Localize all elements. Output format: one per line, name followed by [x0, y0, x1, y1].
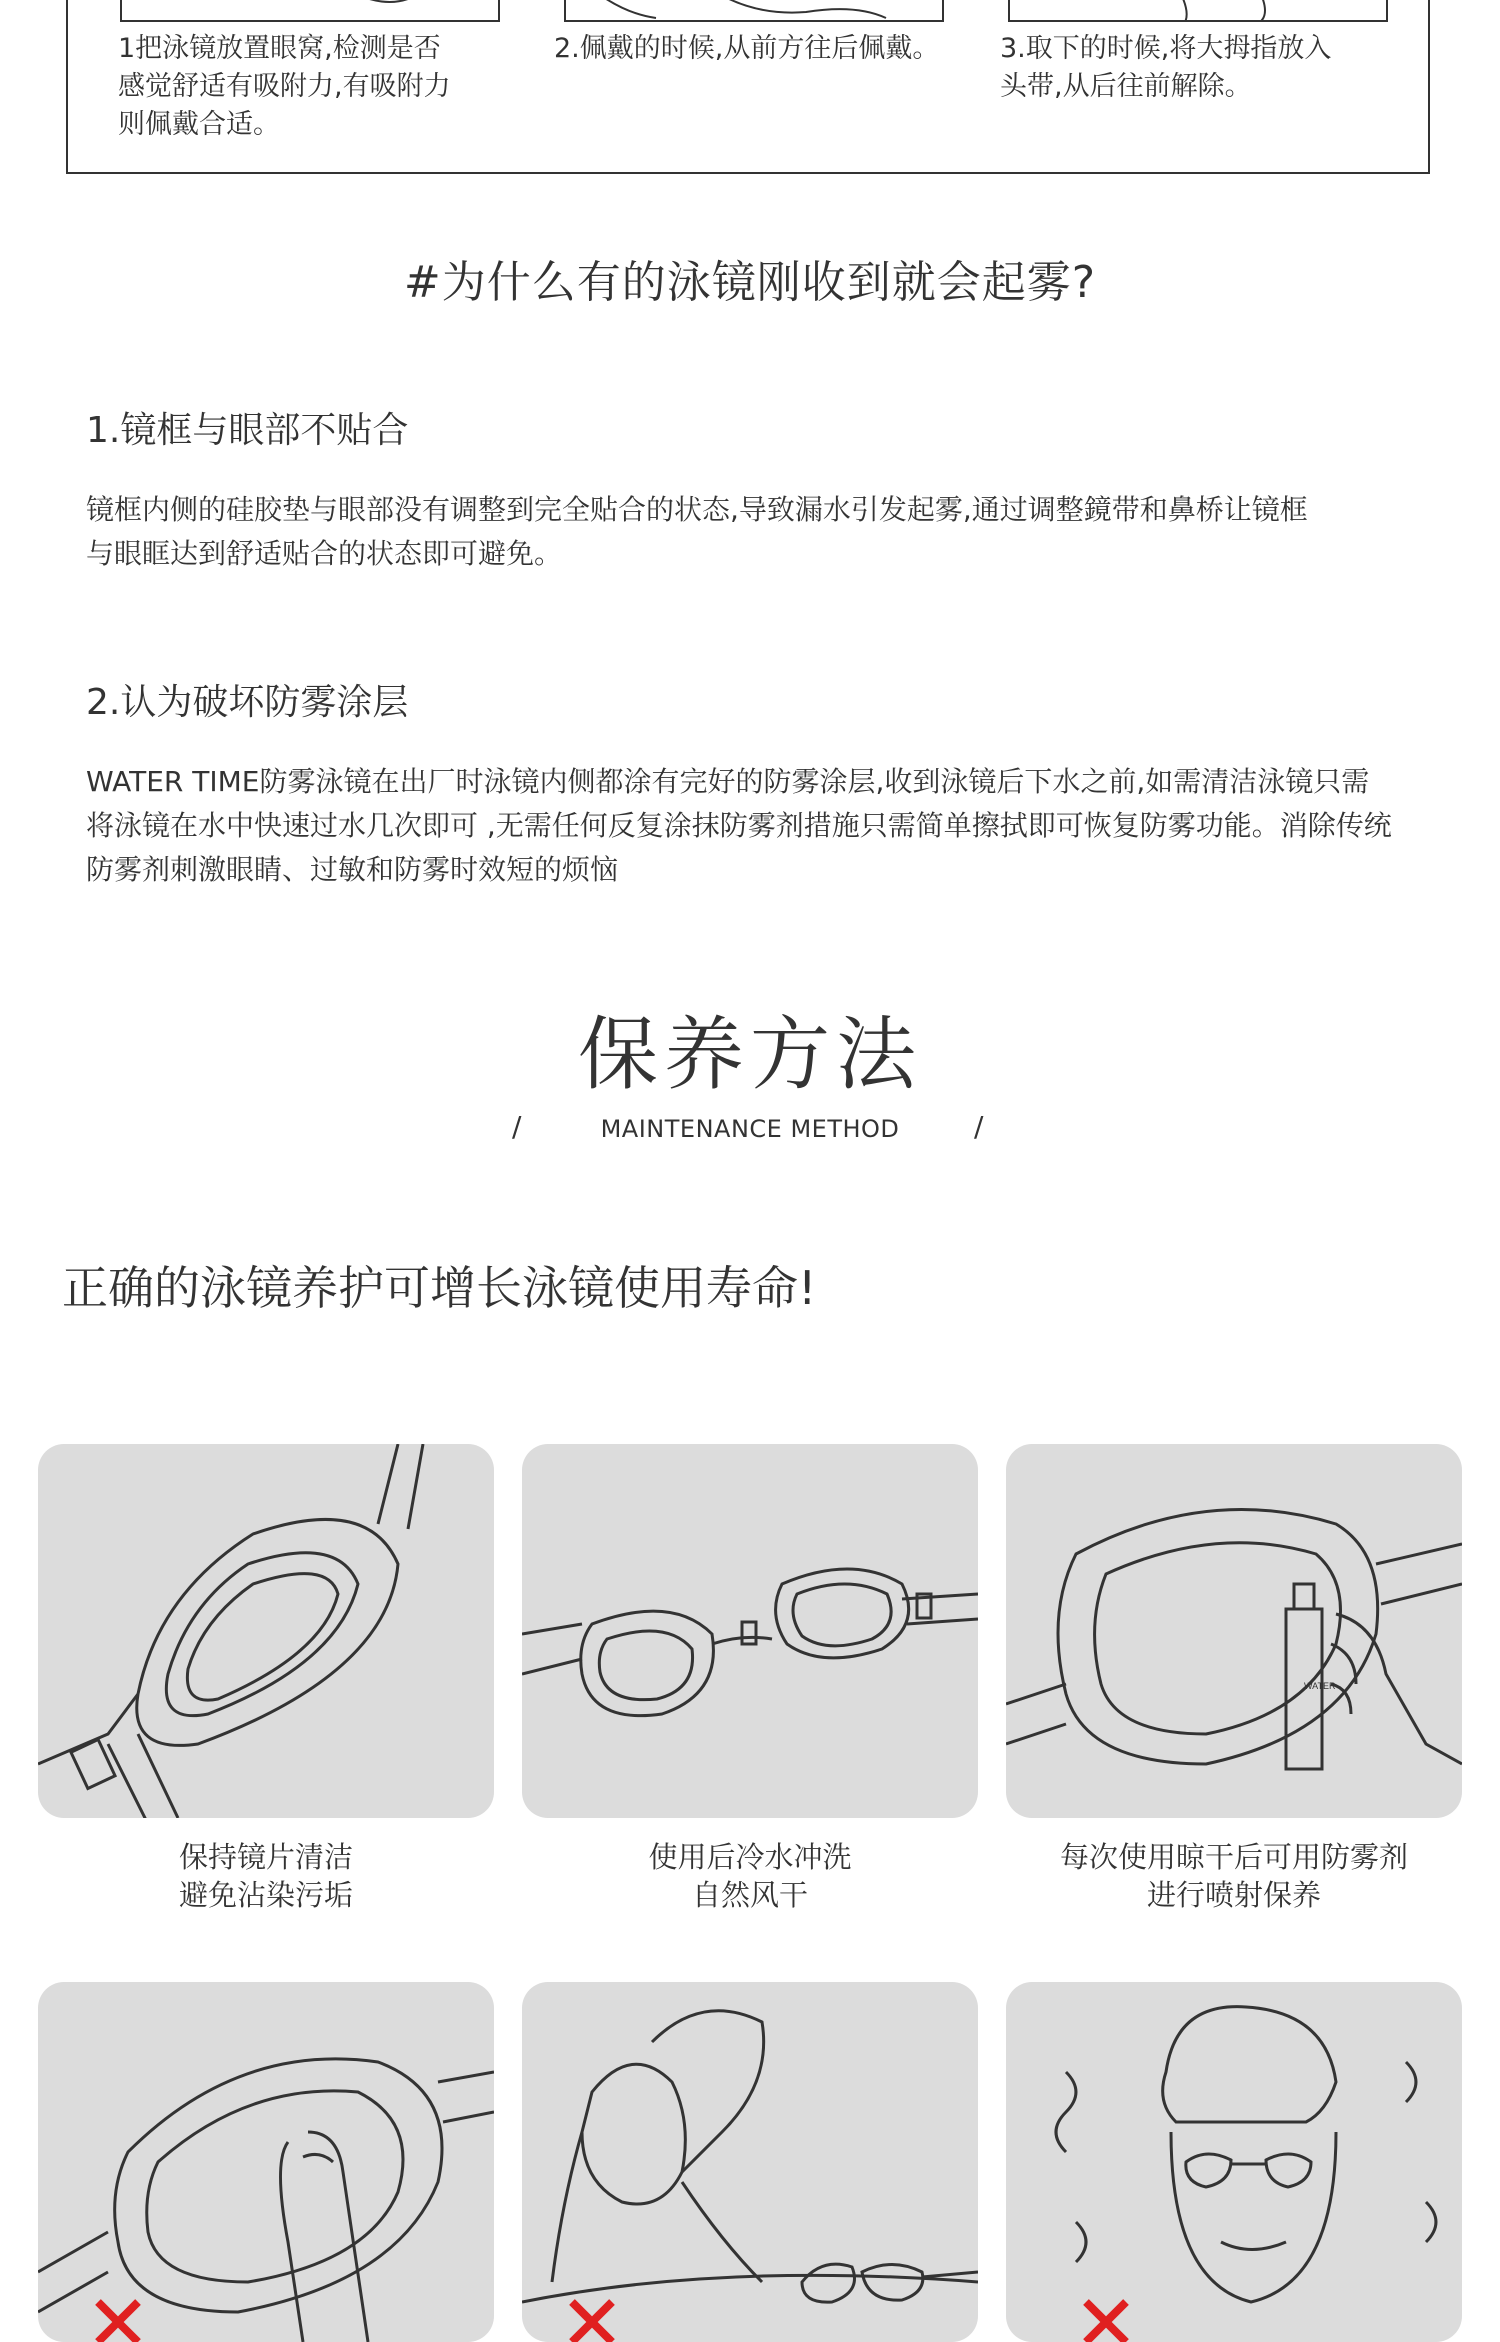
care-card-antifog-spray	[1006, 1444, 1462, 1818]
care-card-clean-lens	[38, 1444, 494, 1818]
caption-line: 进行喷射保养	[1146, 1878, 1321, 1912]
spray-label: WATER	[1304, 1681, 1336, 1691]
divider-slash-left: /	[512, 1110, 522, 1143]
wearing-illustration-3	[1008, 0, 1388, 22]
prohibited-cross-icon	[1086, 2302, 1126, 2342]
reason-2-paragraph	[86, 760, 1456, 892]
reason-2-heading: 2.认为破坏防雾涂层	[86, 682, 409, 723]
care-heading: 正确的泳镜养护可增长泳镜使用寿命!	[62, 1261, 817, 1315]
reason-1-paragraph	[86, 488, 1456, 576]
divider-slash-right: /	[974, 1110, 984, 1143]
care-caption-antifog-spray	[1006, 1838, 1462, 1914]
maintenance-subtitle: MAINTENANCE METHOD	[600, 1115, 900, 1143]
finger-touch-illustration	[38, 1982, 494, 2342]
caption-line: 使用后冷水冲洗	[648, 1840, 852, 1874]
reason-2-line: WATER TIME防雾泳镜在出厂时泳镜内侧都涂有完好的防雾涂层,收到泳镜后下水之前,如需清洁泳镜只需	[86, 765, 1370, 798]
caption-line: 避免沾染污垢	[178, 1878, 353, 1912]
wearing-step-3: 3.取下的时候,将大拇指放入 头带,从后往前解除。	[1000, 33, 1332, 102]
care-card-rinse	[522, 1444, 978, 1818]
sauna-illustration	[1006, 1982, 1462, 2342]
reason-2-line: 将泳镜在水中快速过水几次即可 ,无需任何反复涂抹防雾剂措施只需简单擦拭即可恢复防雾功能。消除传统	[86, 809, 1392, 842]
reason-2-line: 防雾剂刺激眼睛、过敏和防雾时效短的烦恼	[86, 853, 619, 886]
care-caption-clean-lens	[38, 1838, 494, 1914]
goggle-illustration	[38, 1444, 494, 1818]
wearing-instructions-box	[66, 0, 1430, 174]
care-card-no-sauna	[1006, 1982, 1462, 2342]
wearing-illustration-2	[564, 0, 944, 22]
fog-question-title: #为什么有的泳镜刚收到就会起雾?	[403, 257, 1097, 308]
wearing-step-2: 2.佩戴的时候,从前方往后佩戴。	[554, 33, 940, 64]
care-card-no-hot-spring	[522, 1982, 978, 2342]
maintenance-title: 保养方法	[578, 1008, 922, 1101]
care-card-no-touch-lens	[38, 1982, 494, 2342]
wearing-illustration-1	[120, 0, 500, 22]
wearing-step-1: 1把泳镜放置眼窝,检测是否 感觉舒适有吸附力,有吸附力 则佩戴合适。	[118, 33, 451, 140]
bathing-illustration	[522, 1982, 978, 2342]
caption-line: 每次使用晾干后可用防雾剂	[1059, 1840, 1408, 1874]
caption-line: 保持镜片清洁	[178, 1840, 353, 1874]
reason-1-line: 镜框内侧的硅胶垫与眼部没有调整到完全贴合的状态,导致漏水引发起雾,通过调整鏡带和鼻桥让镜框	[86, 493, 1308, 526]
prohibited-cross-icon	[572, 2302, 612, 2342]
reason-1-heading: 1.镜框与眼部不贴合	[86, 410, 409, 451]
prohibited-cross-icon	[98, 2302, 138, 2342]
reason-1-line: 与眼眶达到舒适贴合的状态即可避免。	[86, 537, 563, 570]
spray-illustration	[1006, 1444, 1462, 1818]
goggle-illustration	[522, 1444, 978, 1818]
care-caption-rinse	[522, 1838, 978, 1914]
caption-line: 自然风干	[691, 1878, 808, 1912]
